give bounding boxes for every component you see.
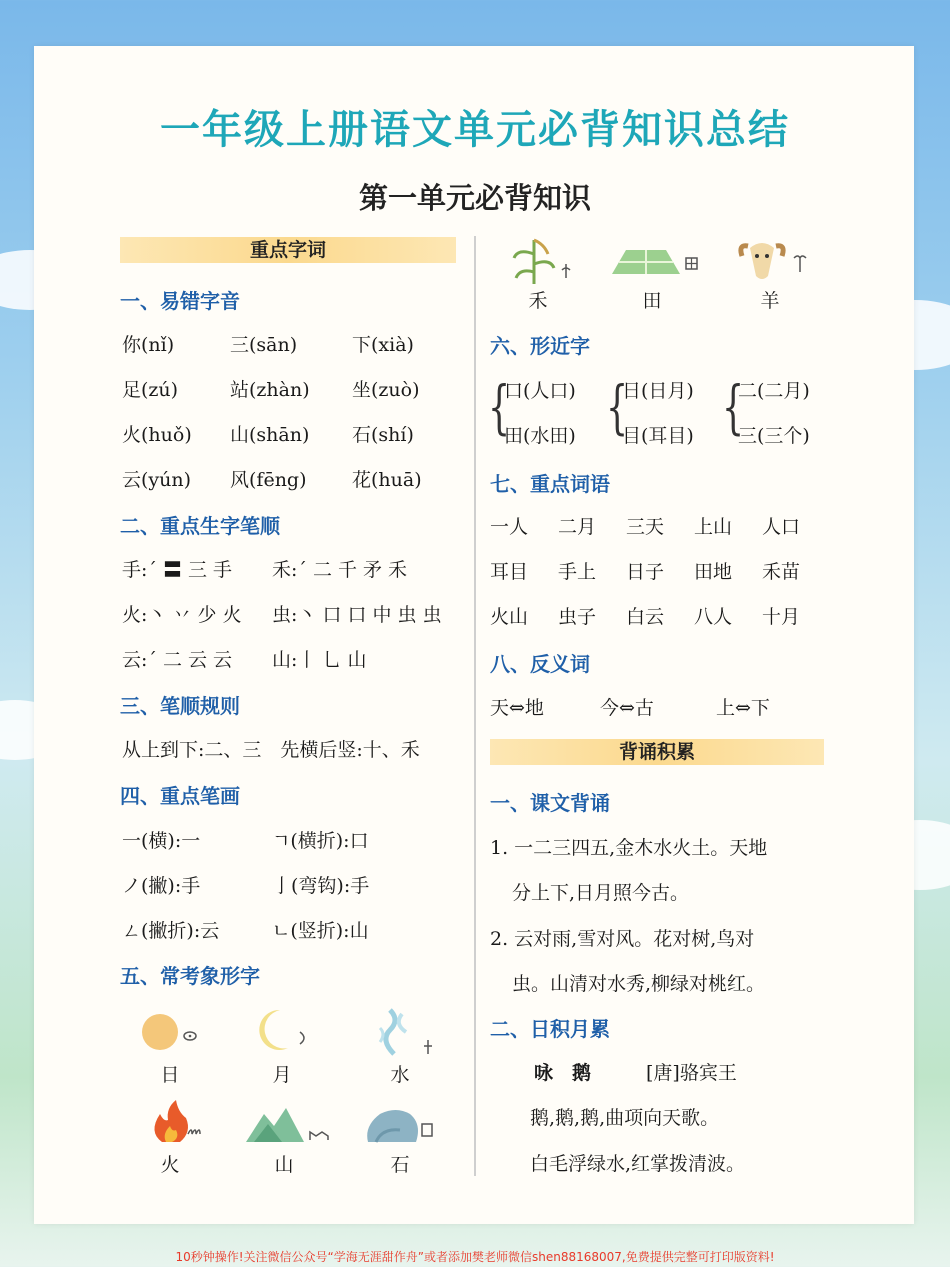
section-heading: 一、课文背诵 — [490, 791, 610, 815]
pictograph-label: 禾 — [528, 290, 548, 312]
poem-line: 白毛浮绿水,红掌拨清波。 — [530, 1153, 746, 1175]
pictograph-label: 日 — [160, 1064, 180, 1086]
section-heading: 二、日积月累 — [490, 1017, 610, 1041]
pinyin-item: 足(zú) — [122, 379, 179, 401]
section-heading: 六、形近字 — [490, 334, 590, 358]
stroke-order-item: 虫:丶 口 口 中 虫 虫 — [272, 604, 442, 626]
mountain-icon — [244, 1104, 330, 1146]
word-item: 手上 — [558, 561, 597, 583]
stroke-item: 一(横):一 — [122, 830, 201, 852]
pinyin-item: 山(shān) — [230, 424, 310, 446]
section-heading: 七、重点词语 — [490, 472, 610, 496]
section-heading: 二、重点生字笔顺 — [120, 514, 280, 538]
stroke-item: ㄱ(横折):口 — [272, 830, 369, 852]
water-icon — [372, 1006, 442, 1058]
word-item: 田地 — [694, 561, 733, 583]
unit-subtitle: 第一单元必背知识 — [358, 181, 591, 215]
poem-author: [唐]骆宾王 — [646, 1062, 737, 1084]
stroke-item: ㄴ(竖折):山 — [272, 920, 369, 942]
section-heading: 三、笔顺规则 — [120, 694, 240, 718]
word-item: 禾苗 — [762, 561, 801, 583]
recitation-line: 分上下,日月照今古。 — [512, 882, 690, 904]
section-band-key-words: 重点字词 — [120, 237, 456, 263]
grain-icon — [508, 234, 582, 286]
word-item: 十月 — [762, 606, 801, 628]
similar-char-item: 田(水田) — [504, 425, 576, 447]
antonym-pair: 今⇔古 — [600, 697, 654, 719]
poem-line: 鹅,鹅,鹅,曲项向天歌。 — [530, 1107, 720, 1129]
stroke-order-item: 山:丨 乚 山 — [272, 649, 367, 671]
field-icon — [608, 244, 700, 280]
section-heading: 四、重点笔画 — [120, 784, 240, 808]
word-item: 二月 — [558, 516, 597, 538]
recitation-line: 虫。山清对水秀,柳绿对桃红。 — [512, 973, 766, 995]
stone-icon — [362, 1104, 438, 1146]
pinyin-item: 三(sān) — [230, 334, 298, 356]
stroke-item: ㄥ(撇折):云 — [122, 920, 220, 942]
section-heading: 一、易错字音 — [120, 289, 240, 313]
similar-char-item: 二(二月) — [738, 380, 810, 402]
word-item: 白云 — [626, 606, 665, 628]
pictograph-label: 山 — [274, 1154, 294, 1176]
similar-char-item: 三(三个) — [738, 425, 810, 447]
pinyin-item: 下(xià) — [352, 334, 414, 356]
brace-symbol: { — [606, 373, 629, 441]
stroke-item: 亅(弯钩):手 — [272, 875, 370, 897]
poem-title: 咏 鹅 — [534, 1062, 592, 1084]
sun-icon — [140, 1010, 200, 1054]
section-heading: 八、反义词 — [490, 652, 590, 676]
similar-char-item: 目(耳目) — [622, 425, 694, 447]
stroke-order-item: 手:ˊ 〓 三 手 — [122, 559, 233, 581]
section-band-recitation: 背诵积累 — [490, 739, 824, 765]
antonym-pair: 天⇔地 — [490, 697, 544, 719]
word-item: 人口 — [762, 516, 801, 538]
pinyin-item: 花(huā) — [352, 469, 422, 491]
pictograph-label: 田 — [642, 290, 662, 312]
sheep-icon — [736, 236, 808, 286]
similar-char-item: 日(日月) — [622, 380, 694, 402]
word-item: 耳目 — [490, 561, 529, 583]
pinyin-item: 石(shí) — [352, 424, 414, 446]
stroke-rule-text: 从上到下:二、三 先横后竖:十、禾 — [122, 739, 420, 761]
stroke-order-item: 云:ˊ 二 云 云 — [122, 649, 233, 671]
stroke-item: ノ(撇):手 — [122, 875, 201, 897]
brace-symbol: { — [488, 373, 511, 441]
word-item: 三天 — [626, 516, 665, 538]
pictograph-label: 羊 — [760, 290, 780, 312]
pictograph-label: 水 — [390, 1064, 410, 1086]
pinyin-item: 火(huǒ) — [122, 424, 192, 446]
pinyin-item: 站(zhàn) — [230, 379, 310, 401]
fire-icon — [142, 1098, 206, 1146]
word-item: 虫子 — [558, 606, 597, 628]
section-heading: 五、常考象形字 — [120, 964, 260, 988]
pictograph-label: 月 — [272, 1064, 292, 1086]
brace-symbol: { — [722, 373, 745, 441]
stroke-order-item: 火:丶 丷 少 火 — [122, 604, 242, 626]
word-item: 上山 — [694, 516, 733, 538]
pinyin-item: 云(yún) — [122, 469, 192, 491]
similar-char-item: 口(人口) — [504, 380, 576, 402]
word-item: 八人 — [694, 606, 733, 628]
column-divider — [474, 236, 476, 1176]
pictograph-label: 石 — [390, 1154, 410, 1176]
pinyin-item: 你(nǐ) — [122, 334, 175, 356]
recitation-line: 2. 云对雨,雪对风。花对树,鸟对 — [490, 928, 755, 950]
word-item: 火山 — [490, 606, 529, 628]
stroke-order-item: 禾:ˊ 二 千 矛 禾 — [272, 559, 408, 581]
antonym-pair: 上⇔下 — [716, 697, 770, 719]
footer-notice: 10秒钟操作!关注微信公众号“学海无涯甜作舟”或者添加樊老师微信shen88168007,免费提供完整可打印版资料! — [175, 1250, 775, 1264]
recitation-line: 1. 一二三四五,金木水火土。天地 — [490, 837, 768, 859]
page-title: 一年级上册语文单元必背知识总结 — [160, 107, 790, 153]
pinyin-item: 坐(zuò) — [352, 379, 420, 401]
word-item: 日子 — [626, 561, 665, 583]
pictograph-label: 火 — [160, 1154, 180, 1176]
word-item: 一人 — [490, 516, 529, 538]
moon-icon — [248, 1008, 312, 1054]
pinyin-item: 风(fēng) — [230, 469, 307, 491]
